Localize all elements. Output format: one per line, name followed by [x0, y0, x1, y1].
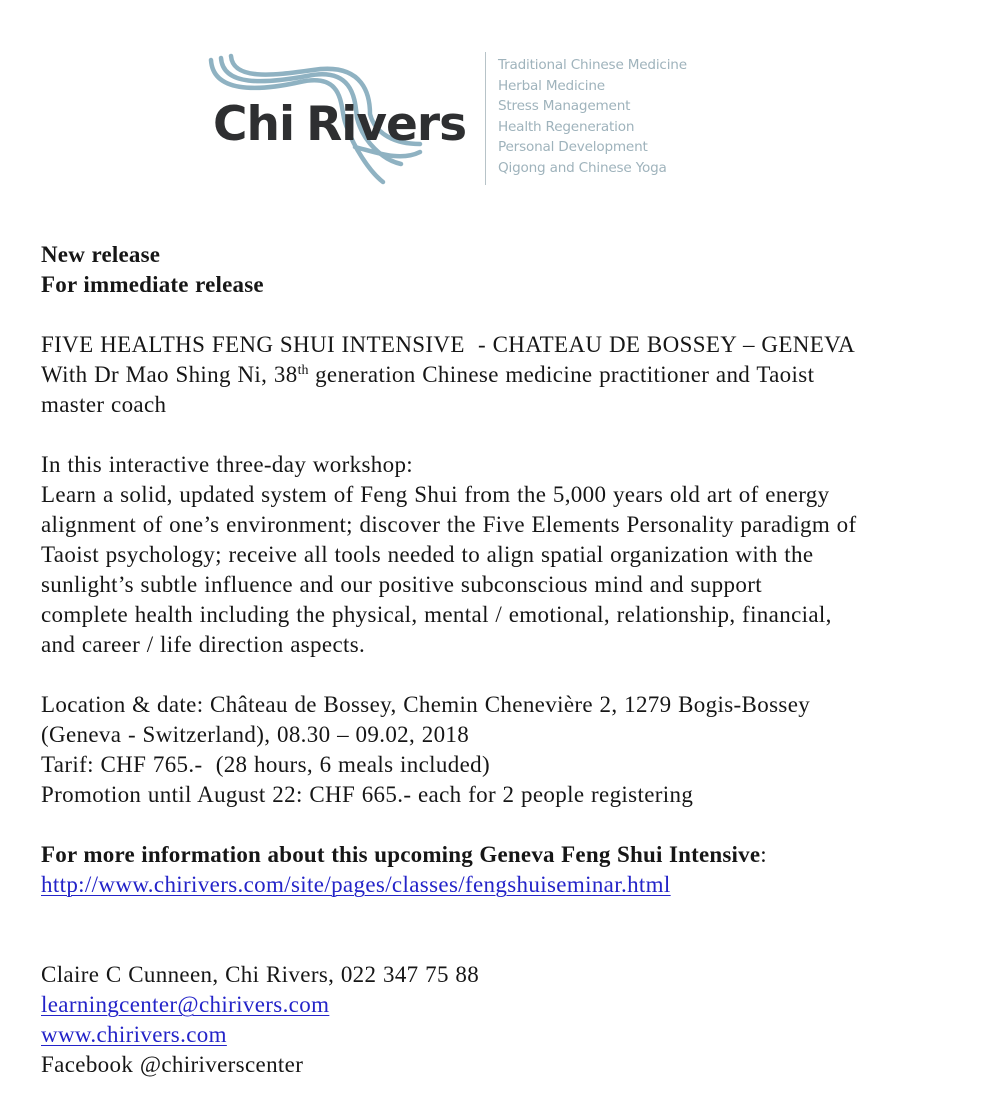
event-title: FIVE HEALTHS FENG SHUI INTENSIVE - CHATEAU DE BOSSEY – GENEVA	[41, 332, 856, 357]
tarif: Tarif: CHF 765.- (28 hours, 6 meals included)	[41, 752, 491, 777]
more-info-label: For more information about this upcoming Geneva Feng Shui Intensive	[41, 842, 761, 867]
service-item: Personal Development	[498, 139, 648, 156]
event-presenter-cont: master coach	[41, 392, 167, 417]
email-link[interactable]: learningcenter@chirivers.com	[41, 992, 330, 1017]
contact-website-line	[41, 1020, 991, 1050]
location-date: Location & date: Château de Bossey, Chemin Chenevière 2, 1279 Bogis-Bossey	[41, 692, 811, 717]
service-item: Stress Management	[498, 98, 631, 115]
presenter-text: With Dr Mao Shing Ni, 38	[41, 362, 298, 387]
contact-facebook: Facebook @chiriverscenter	[41, 1052, 304, 1077]
logo-word-chi: Chi	[213, 97, 295, 152]
service-item: Health Regeneration	[498, 118, 635, 135]
more-info-heading	[41, 840, 991, 870]
services-list	[498, 55, 687, 179]
description-line: Taoist psychology; receive all tools needed to align spatial organization with the	[41, 542, 814, 567]
description-line: alignment of one’s environment; discover the Five Elements Personality paradigm of	[41, 512, 857, 537]
service-item: Herbal Medicine	[498, 77, 605, 94]
description-line: sunlight’s subtle influence and our positive subconscious mind and support	[41, 572, 762, 597]
presenter-text-cont: generation Chinese medicine practitioner and Taoist	[308, 362, 815, 387]
service-item: Qigong and Chinese Yoga	[498, 159, 667, 176]
promotion: Promotion until August 22: CHF 665.- each for 2 people registering	[41, 782, 694, 807]
chi-rivers-logo	[205, 52, 467, 187]
press-release-body	[41, 240, 991, 1080]
seminar-link[interactable]: http://www.chirivers.com/site/pages/classes/fengshuiseminar.html	[41, 872, 671, 897]
more-info-colon: :	[760, 842, 767, 867]
logo-wordmark	[213, 97, 466, 152]
service-item: Traditional Chinese Medicine	[498, 57, 687, 73]
release-subheading: For immediate release	[41, 272, 264, 297]
header-divider	[485, 52, 486, 185]
letterhead	[0, 0, 1000, 200]
event-presenter	[41, 360, 991, 390]
website-link[interactable]: www.chirivers.com	[41, 1022, 227, 1047]
more-info-link-line	[41, 870, 991, 900]
contact-name: Claire C Cunneen, Chi Rivers, 022 347 75 88	[41, 962, 480, 987]
workshop-intro: In this interactive three-day workshop:	[41, 452, 414, 477]
location-date-cont: (Geneva - Switzerland), 08.30 – 09.02, 2018	[41, 722, 470, 747]
logo-word-rivers: Rivers	[306, 97, 467, 152]
description-line: and career / life direction aspects.	[41, 632, 366, 657]
release-heading: New release	[41, 242, 161, 267]
contact-email-line	[41, 990, 991, 1020]
description-line: complete health including the physical, mental / emotional, relationship, financial,	[41, 602, 832, 627]
description-line: Learn a solid, updated system of Feng Shui from the 5,000 years old art of energy	[41, 482, 830, 507]
ordinal-suffix: th	[297, 363, 309, 378]
